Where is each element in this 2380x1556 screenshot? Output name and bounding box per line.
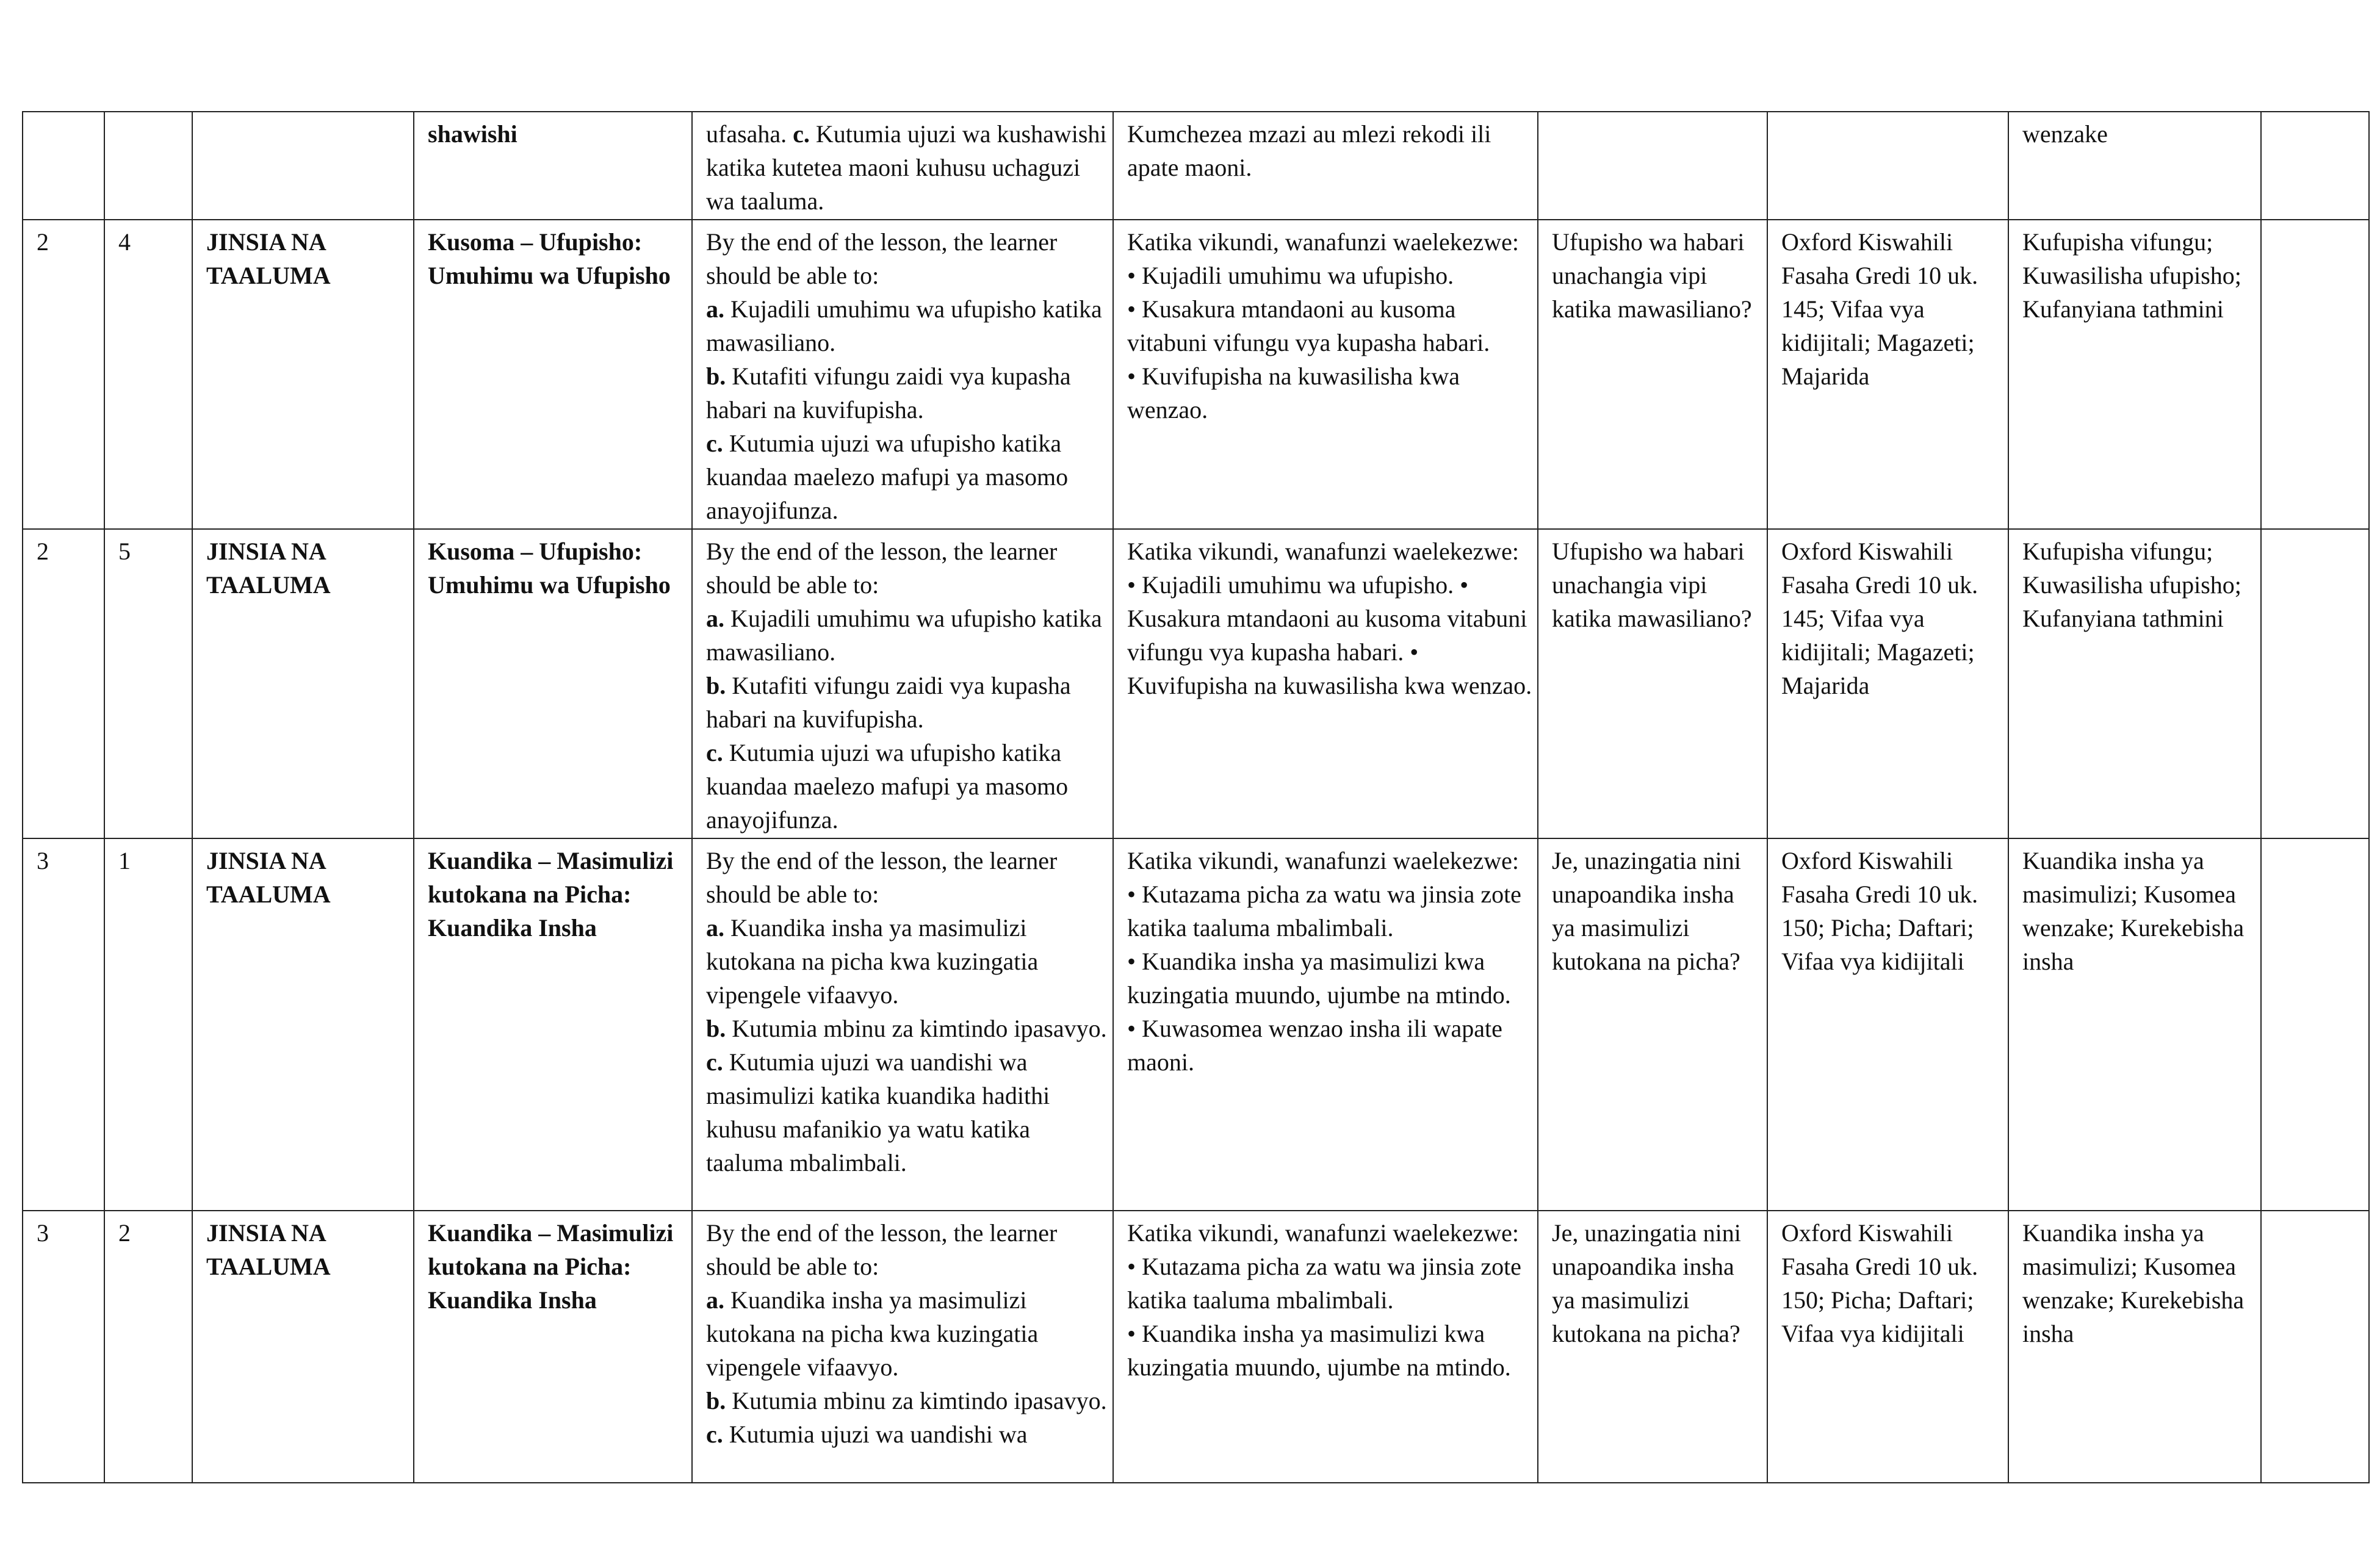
assessment-cell [2008, 838, 2261, 1211]
reflection-cell [2261, 112, 2369, 220]
assessment-cell-text: Kuandika insha ya masimulizi; Kusomea wenzake; Kurekebisha insha [2022, 1219, 2245, 1347]
learning-experiences-cell [1113, 220, 1538, 529]
sub-strand-cell-text: Kusoma – Ufupisho: Umuhimu wa Ufupisho [428, 228, 671, 289]
outcome-text: Kutumia ujuzi wa uandishi wa masimulizi katika kuandika hadithi kuhusu mafanikio ya watu katika taaluma mbalimbali. [706, 1048, 1050, 1176]
outcome-text: Kutumia mbinu za kimtindo ipasavyo. [732, 1015, 1107, 1042]
outcome-text: Kujadili umuhimu wa ufupisho katika mawasiliano. [706, 605, 1102, 666]
reflection-cell [2261, 529, 2369, 838]
learning-experiences-cell-text: Katika vikundi, wanafunzi waelekezwe: • Kujadili umuhimu wa ufupisho. • Kusakura mtandaoni au kusoma vitabuni vifungu vya kupasha habari. • Kuvifupisha na kuwasilisha kwa wenzao. [1127, 228, 1519, 423]
outcome-text: Kutumia ujuzi wa ufupisho katika kuandaa maelezo mafupi ya masomo anayojifunza. [706, 739, 1069, 834]
reflection-cell [2261, 838, 2369, 1211]
strand-cell [192, 220, 414, 529]
learning-resources-cell [1767, 529, 2008, 838]
inquiry-question-cell-text: Je, unazingatia nini unapoandika insha ya masimulizi kutokana na picha? [1552, 1219, 1741, 1347]
sub-strand-cell-text: Kusoma – Ufupisho: Umuhimu wa Ufupisho [428, 538, 671, 599]
lesson-cell [104, 220, 192, 529]
outcomes-intro: By the end of the lesson, the learner should be able to: [706, 228, 1058, 289]
outcome-item [706, 736, 1108, 837]
week-cell-text: 2 [37, 228, 49, 256]
week-cell [23, 529, 104, 838]
outcome-label: c. [706, 1048, 723, 1076]
sub-strand-cell-text: shawishi [428, 120, 517, 148]
lesson-cell-text: 2 [118, 1219, 131, 1247]
sub-strand-cell-text: Kuandika – Masimulizi kutokana na Picha: Kuandika Insha [428, 847, 674, 942]
week-cell [23, 838, 104, 1211]
assessment-cell-text: Kuandika insha ya masimulizi; Kusomea wenzake; Kurekebisha insha [2022, 847, 2245, 975]
table-row [23, 1211, 2369, 1483]
learning-outcomes-cell [692, 1211, 1113, 1483]
reflection-cell [2261, 220, 2369, 529]
outcome-label: b. [706, 672, 726, 699]
learning-resources-cell-text: Oxford Kiswahili Fasaha Gredi 10 uk. 150; Picha; Daftari; Vifaa vya kidijitali [1781, 847, 1978, 975]
learning-resources-cell [1767, 112, 2008, 220]
lesson-cell-text: 5 [118, 538, 131, 565]
outcome-label: c. [706, 739, 723, 766]
strand-cell [192, 838, 414, 1211]
inquiry-question-cell [1538, 529, 1767, 838]
strand-cell [192, 1211, 414, 1483]
inquiry-question-cell-text: Ufupisho wa habari unachangia vipi katika mawasiliano? [1552, 538, 1752, 632]
strand-cell-text: JINSIA NA TAALUMA [206, 228, 331, 289]
learning-experiences-cell-text: Katika vikundi, wanafunzi waelekezwe: • Kutazama picha za watu wa jinsia zote katika taaluma mbalimbali. • Kuandika insha ya masimulizi kwa kuzingatia muundo, ujumbe na mtindo. • Kuwasomea wenzao insha ili wapate maoni. [1127, 847, 1521, 1076]
table-body [23, 112, 2369, 1483]
outcomes-intro: By the end of the lesson, the learner should be able to: [706, 538, 1058, 599]
lesson-cell [104, 529, 192, 838]
lesson-cell [104, 1211, 192, 1483]
outcome-text: Kutumia ujuzi wa ufupisho katika kuandaa maelezo mafupi ya masomo anayojifunza. [706, 430, 1069, 524]
strand-cell-text: JINSIA NA TAALUMA [206, 847, 331, 908]
outcome-label: a. [706, 605, 724, 632]
table-row [23, 529, 2369, 838]
outcome-label: c. [793, 120, 810, 148]
outcome-item [706, 1012, 1108, 1045]
strand-cell-text: JINSIA NA TAALUMA [206, 538, 331, 599]
learning-experiences-cell [1113, 112, 1538, 220]
assessment-cell-text: Kufupisha vifungu; Kuwasilisha ufupisho; Kufanyiana tathmini [2022, 228, 2241, 323]
outcome-text: Kutumia ujuzi wa uandishi wa [729, 1421, 1028, 1448]
outcome-item [706, 359, 1108, 427]
strand-cell [192, 529, 414, 838]
assessment-cell [2008, 529, 2261, 838]
outcome-label: b. [706, 362, 726, 390]
strand-cell-text: JINSIA NA TAALUMA [206, 1219, 331, 1280]
assessment-cell-text: Kufupisha vifungu; Kuwasilisha ufupisho; Kufanyiana tathmini [2022, 538, 2241, 632]
outcome-label: a. [706, 1286, 724, 1314]
outcome-text: Kutumia mbinu za kimtindo ipasavyo. [732, 1387, 1107, 1414]
reflection-cell [2261, 1211, 2369, 1483]
learning-outcomes-cell [692, 220, 1113, 529]
sub-strand-cell [414, 529, 692, 838]
assessment-cell [2008, 220, 2261, 529]
outcome-text: Kujadili umuhimu wa ufupisho katika mawasiliano. [706, 295, 1102, 356]
week-cell-text: 2 [37, 538, 49, 565]
outcome-item [706, 1417, 1108, 1451]
outcome-label: c. [706, 430, 723, 457]
assessment-cell [2008, 112, 2261, 220]
learning-outcomes-cell [692, 112, 1113, 220]
inquiry-question-cell [1538, 220, 1767, 529]
inquiry-question-cell [1538, 1211, 1767, 1483]
outcome-text: Kuandika insha ya masimulizi kutokana na picha kwa kuzingatia vipengele vifaavyo. [706, 914, 1039, 1009]
lesson-cell-text: 4 [118, 228, 131, 256]
outcome-label: b. [706, 1015, 726, 1042]
assessment-cell [2008, 1211, 2261, 1483]
outcome-item [706, 120, 793, 148]
sub-strand-cell [414, 220, 692, 529]
learning-experiences-cell-text: Kumchezea mzazi au mlezi rekodi ili apate maoni. [1127, 120, 1491, 181]
week-cell-text: 3 [37, 1219, 49, 1247]
inquiry-question-cell [1538, 112, 1767, 220]
learning-experiences-cell [1113, 838, 1538, 1211]
outcome-item [706, 1283, 1108, 1384]
sub-strand-cell [414, 838, 692, 1211]
outcome-text: Kutumia ujuzi wa kushawishi katika kutetea maoni kuhusu uchaguzi wa taaluma. [706, 120, 1107, 215]
week-cell [23, 1211, 104, 1483]
outcome-item [706, 669, 1108, 736]
outcomes-intro: By the end of the lesson, the learner should be able to: [706, 1219, 1058, 1280]
lesson-cell [104, 112, 192, 220]
outcome-text: Kuandika insha ya masimulizi kutokana na picha kwa kuzingatia vipengele vifaavyo. [706, 1286, 1039, 1381]
outcome-item [706, 911, 1108, 1012]
outcome-text: ufasaha. [706, 120, 787, 148]
learning-experiences-cell-text: Katika vikundi, wanafunzi waelekezwe: • Kutazama picha za watu wa jinsia zote katika taaluma mbalimbali. • Kuandika insha ya masimulizi kwa kuzingatia muundo, ujumbe na mtindo. [1127, 1219, 1521, 1381]
sub-strand-cell-text: Kuandika – Masimulizi kutokana na Picha: Kuandika Insha [428, 1219, 674, 1314]
table-row [23, 112, 2369, 220]
outcomes-intro: By the end of the lesson, the learner should be able to: [706, 847, 1058, 908]
assessment-cell-text: wenzake [2022, 120, 2108, 148]
learning-resources-cell-text: Oxford Kiswahili Fasaha Gredi 10 uk. 150; Picha; Daftari; Vifaa vya kidijitali [1781, 1219, 1978, 1347]
learning-outcomes-cell [692, 529, 1113, 838]
outcome-item [706, 292, 1108, 359]
outcome-label: b. [706, 1387, 726, 1414]
inquiry-question-cell [1538, 838, 1767, 1211]
learning-experiences-cell-text: Katika vikundi, wanafunzi waelekezwe: • Kujadili umuhimu wa ufupisho. • Kusakura mtandaoni au kusoma vitabuni vifungu vya kupasha habari. • Kuvifupisha na kuwasilisha kwa wenzao. [1127, 538, 1532, 699]
outcome-item [706, 1384, 1108, 1417]
lesson-cell-text: 1 [118, 847, 131, 874]
outcome-item [706, 427, 1108, 527]
outcome-label: a. [706, 295, 724, 323]
outcome-label: c. [706, 1421, 723, 1448]
learning-resources-cell [1767, 220, 2008, 529]
learning-experiences-cell [1113, 1211, 1538, 1483]
inquiry-question-cell-text: Ufupisho wa habari unachangia vipi katika mawasiliano? [1552, 228, 1752, 323]
table-row [23, 220, 2369, 529]
learning-resources-cell-text: Oxford Kiswahili Fasaha Gredi 10 uk. 145; Vifaa vya kidijitali; Magazeti; Majarida [1781, 538, 1978, 699]
learning-outcomes-cell [692, 838, 1113, 1211]
lesson-cell [104, 838, 192, 1211]
outcome-item [706, 1045, 1108, 1180]
inquiry-question-cell-text: Je, unazingatia nini unapoandika insha ya masimulizi kutokana na picha? [1552, 847, 1741, 975]
outcome-text: Kutafiti vifungu zaidi vya kupasha habari na kuvifupisha. [706, 672, 1071, 733]
week-cell [23, 220, 104, 529]
learning-resources-cell-text: Oxford Kiswahili Fasaha Gredi 10 uk. 145; Vifaa vya kidijitali; Magazeti; Majarida [1781, 228, 1978, 390]
strand-cell [192, 112, 414, 220]
week-cell [23, 112, 104, 220]
week-cell-text: 3 [37, 847, 49, 874]
learning-resources-cell [1767, 1211, 2008, 1483]
scheme-of-work-table [22, 111, 2370, 1483]
sub-strand-cell [414, 1211, 692, 1483]
learning-resources-cell [1767, 838, 2008, 1211]
learning-experiences-cell [1113, 529, 1538, 838]
table-row [23, 838, 2369, 1211]
outcome-label: a. [706, 914, 724, 942]
outcome-item [706, 602, 1108, 669]
outcome-text: Kutafiti vifungu zaidi vya kupasha habari na kuvifupisha. [706, 362, 1071, 423]
sub-strand-cell [414, 112, 692, 220]
